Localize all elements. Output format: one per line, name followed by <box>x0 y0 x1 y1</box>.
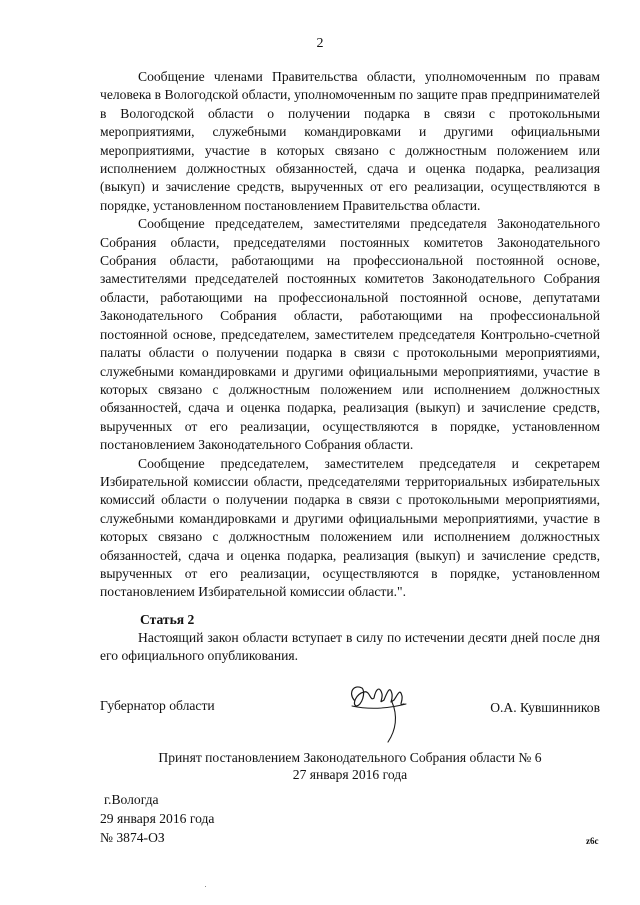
paragraph-government: Сообщение членами Правительства области, уполномоченным по правам человека в Вологодской области, уполномоченным по защите прав предпринимателей в Вологодской области о получении подарка в связи с протокольными мероприятиями, служебными командировками и другими официальными мероприятиями, участие в которых связано с должностным положением или исполнением должностных обязанностей, сдача и оценка подарка, реализация (выкуп) и зачисление средств, вырученных от его реализации, осуществляются в порядке, установленном постановлением Правительства области. <box>100 69 600 213</box>
page-number: 2 <box>316 36 324 51</box>
article-text: Настоящий закон области вступает в силу по истечении десяти дней после дня его официального опубликования. <box>100 630 600 664</box>
paragraph-legislative-assembly: Сообщение председателем, заместителями председателя Законодательного Собрания области, председателями постоянных комитетов Законодательного Собрания области, работающими на профессиональной постоянной основе, заместителями председателей постоянных комитетов Законодательного Собрания области, работающими на профессиональной постоянной основе, депутатами Законодательного Собрания области, работающими на профессиональной постоянной основе, председателем, заместителем председателя Контрольно-счетной палаты области о получении подарка в связи с протокольными мероприятиями, служебными командировками и другими официальными мероприятиями, участие в которых связано с должностным положением или исполнением должностных обязанностей, сдача и оценка подарка, реализация (выкуп) и зачисление средств, вырученных от его реализации, осуществляются в порядке, установленном постановлением Законодательного Собрания области. <box>100 216 600 453</box>
adoption-date: 27 января 2016 года <box>292 767 408 782</box>
handwritten-signature <box>340 676 420 746</box>
law-body <box>100 68 600 602</box>
article-body <box>100 629 600 666</box>
place-date-block <box>100 790 214 847</box>
adoption-note <box>100 749 600 783</box>
signing-date: 29 января 2016 года <box>100 811 215 826</box>
governor-position: Губернатор области <box>100 698 215 713</box>
corner-mark: z6c <box>586 836 599 846</box>
article-title: Статья 2 <box>140 612 195 627</box>
adoption-line: Принят постановлением Законодательного Собрания области № 6 <box>158 750 542 765</box>
governor-name: О.А. Кувшинников <box>490 700 600 715</box>
paragraph-election-commission: Сообщение председателем, заместителем председателя и секретарем Избирательной комиссии области, председателями территориальных избирательных комиссий области о получении подарка в связи с протокольными мероприятиями, служебными командировками и другими официальными мероприятиями, участие в которых связано с должностным положением или исполнением должностных обязанностей, сдача и оценка подарка, реализация (выкуп) и зачисление средств, вырученных от его реализации, осуществляются в порядке, установленном постановлением Избирательной комиссии области.". <box>100 455 600 600</box>
scan-speck <box>205 886 206 887</box>
law-number: № 3874-ОЗ <box>100 830 165 845</box>
city: г.Вологда <box>104 792 159 807</box>
